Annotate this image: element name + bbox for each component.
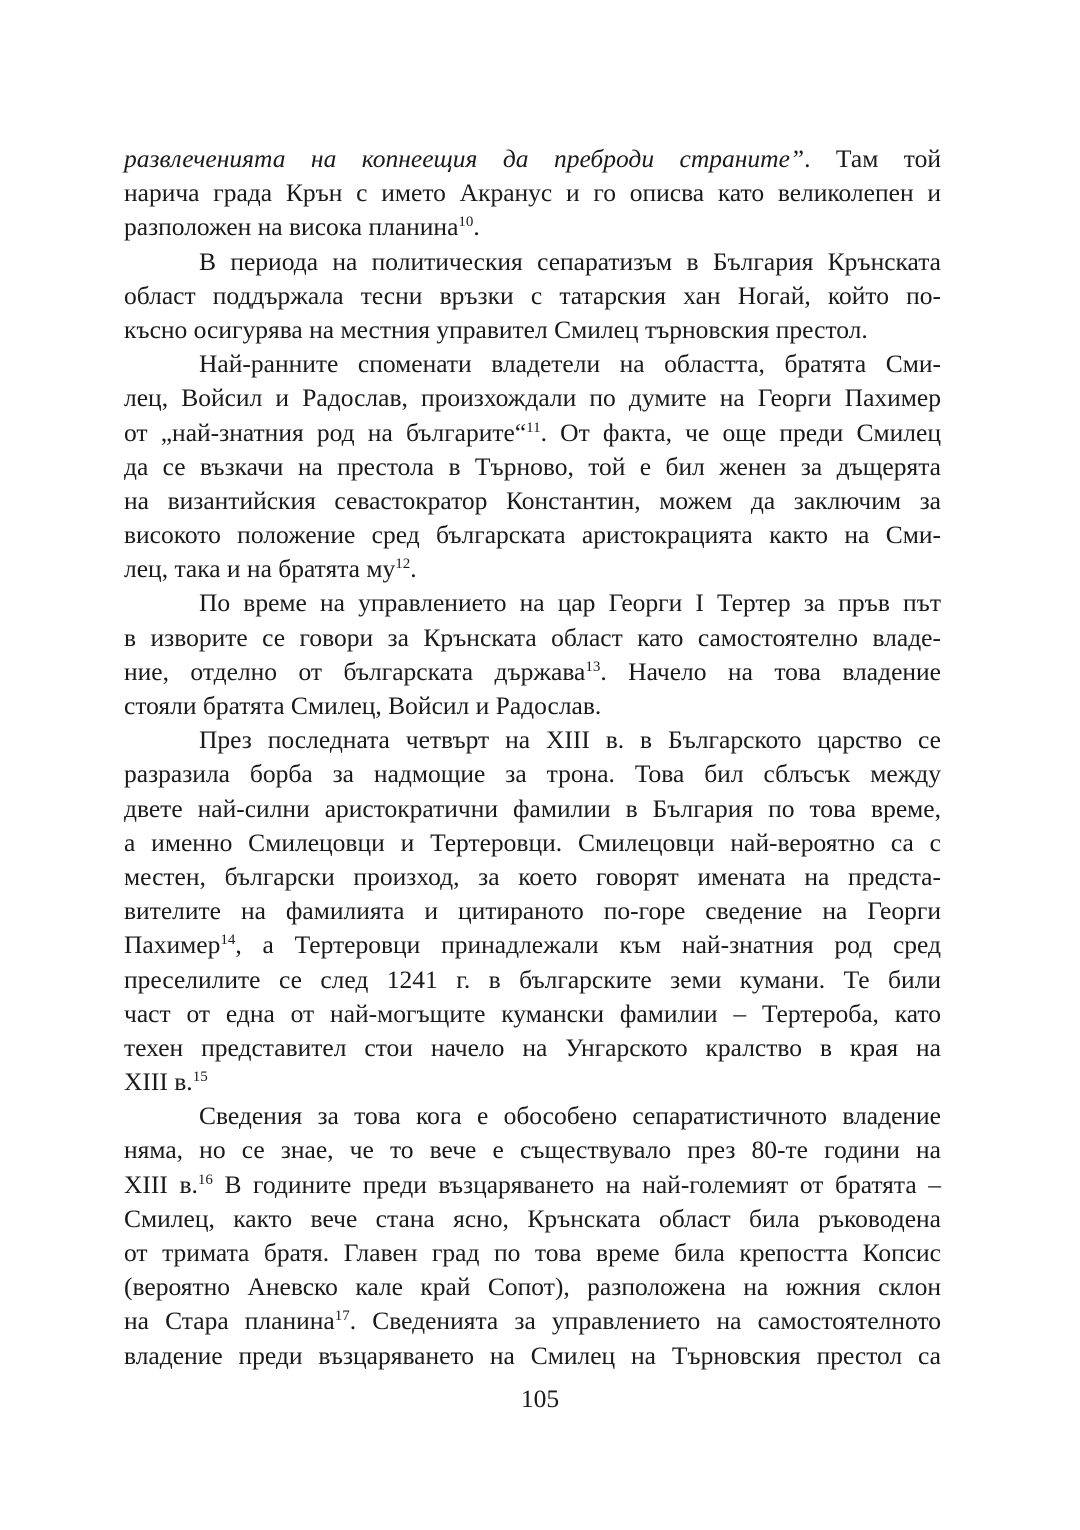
text-segment: . xyxy=(410,554,417,584)
text-line xyxy=(124,1202,941,1236)
text-line xyxy=(124,997,941,1031)
text-segment: Най-ранните споменати владетели на областта, братята Сми- xyxy=(199,349,941,379)
text-line xyxy=(124,826,941,860)
text-segment: нарича града Крън с името Акранус и го описва като великолепен и xyxy=(124,178,941,208)
text-line xyxy=(124,279,941,313)
text-line xyxy=(124,1031,941,1065)
text-line xyxy=(124,655,941,689)
text-segment: В годините преди възцаряването на най-големият от братята – xyxy=(212,1169,941,1199)
text-line xyxy=(124,586,941,620)
text-segment: техен представител стои начело на Унгарското кралство в края на xyxy=(124,1032,941,1062)
footnote-ref: 10 xyxy=(458,214,474,231)
text-line xyxy=(124,484,941,518)
text-segment: . xyxy=(473,212,480,242)
text-segment: да се възкачи на престола в Търново, той е бил женен за дъщерята xyxy=(124,451,941,481)
footnote-ref: 15 xyxy=(192,1069,208,1086)
text-segment: Сведения за това кога е обособено сепаратистичното владение xyxy=(199,1101,941,1131)
text-line xyxy=(124,1065,941,1099)
text-segment: XIII в. xyxy=(124,1169,198,1199)
footnote-ref: 17 xyxy=(334,1308,350,1325)
text-segment: разразила борба за надмощие за трона. Това бил сблъсък между xyxy=(124,759,941,789)
text-line xyxy=(124,347,941,381)
italic-text: развлеченията на копнеещия да преброди страните” xyxy=(124,144,805,173)
paragraph xyxy=(124,586,941,723)
text-segment: лец, така и на братята му xyxy=(124,554,396,584)
text-line xyxy=(124,1236,941,1270)
text-line xyxy=(124,142,941,176)
text-segment: XIII в. xyxy=(124,1067,193,1097)
text-line xyxy=(124,1304,941,1338)
text-segment: вителите на фамилията и цитираното по-горе сведение на Георги xyxy=(124,896,941,926)
text-segment: преселилите се след 1241 г. в българските земи кумани. Те били xyxy=(124,964,941,994)
text-line xyxy=(124,1133,941,1167)
paragraph xyxy=(124,1099,941,1373)
text-segment: . Сведенията за управлението на самостоятелното xyxy=(349,1306,941,1336)
text-line xyxy=(124,894,941,928)
page-number: 105 xyxy=(520,1384,560,1413)
text-line xyxy=(124,210,941,244)
text-segment: стояли братята Смилец, Войсил и Радослав. xyxy=(124,691,602,720)
text-line xyxy=(124,313,941,347)
text-segment: част от една от най-могъщите кумански фамилии – Тертероба, като xyxy=(124,998,941,1028)
text-segment: . Начело на това владение xyxy=(600,656,942,686)
text-segment: (вероятно Аневско кале край Сопот), разположена на южния склон xyxy=(124,1272,941,1302)
text-segment: По време на управлението на цар Георги I Тертер за пръв път xyxy=(199,588,941,618)
paragraph xyxy=(124,723,941,1099)
text-segment: а именно Смилецовци и Тертеровци. Смилецовци най-вероятно са с xyxy=(124,827,941,857)
text-segment: . От факта, че още преди Смилец xyxy=(540,417,941,447)
text-line xyxy=(124,1270,941,1304)
text-line xyxy=(124,245,941,279)
text-segment: на Стара планина xyxy=(124,1306,335,1336)
text-segment: Пахимер xyxy=(124,930,221,960)
text-segment: от тримата братя. Главен град по това време била крепостта Копсис xyxy=(124,1238,941,1267)
paragraph xyxy=(124,245,941,348)
text-line xyxy=(124,1339,941,1373)
text-line xyxy=(124,621,941,655)
text-segment: няма, но се знае, че то вече е съществувало през 80-те години на xyxy=(124,1135,941,1165)
text-line xyxy=(124,860,941,894)
text-segment: лец, Войсил и Радослав, произхождали по думите на Георги Пахимер xyxy=(124,383,941,413)
text-segment: . Там той xyxy=(804,144,941,173)
text-line xyxy=(124,1099,941,1133)
text-line xyxy=(124,928,941,962)
text-line xyxy=(124,416,941,450)
text-line xyxy=(124,757,941,791)
text-segment: от „най-знатния род на българите“ xyxy=(124,417,527,447)
text-segment: област поддържала тесни връзки с татарския хан Ногай, който по- xyxy=(124,280,941,310)
text-line xyxy=(124,723,941,757)
footnote-ref: 12 xyxy=(395,556,411,573)
text-line xyxy=(124,176,941,210)
footnote-ref: 11 xyxy=(526,419,541,436)
paragraph xyxy=(124,347,941,586)
text-line xyxy=(124,792,941,826)
text-line xyxy=(124,689,941,723)
page-body xyxy=(124,142,941,1373)
text-segment: на византийския севастократор Константин, можем да заключим за xyxy=(124,485,941,515)
text-line xyxy=(124,518,941,552)
text-segment: ние, отделно от българската държава xyxy=(124,656,586,686)
text-line xyxy=(124,963,941,997)
text-segment: в изворите се говори за Крънската област като самостоятелно владе- xyxy=(124,622,941,652)
text-segment: късно осигурява на местния управител Смилец търновския престол. xyxy=(124,314,868,344)
text-line xyxy=(124,381,941,415)
text-segment: високото положение сред българската аристокрацията както на Сми- xyxy=(124,520,941,550)
footnote-ref: 16 xyxy=(197,1171,213,1188)
text-segment: През последната четвърт на XIII в. в Българското царство се xyxy=(199,725,941,755)
text-segment: В периода на политическия сепаратизъм в България Крънската xyxy=(199,246,941,276)
text-line xyxy=(124,450,941,484)
text-segment: разположен на висока планина xyxy=(124,212,459,242)
text-line xyxy=(124,552,941,586)
text-segment: Смилец, както вече стана ясно, Крънската област била ръководена xyxy=(124,1203,941,1233)
text-segment: двете най-силни аристократични фамилии в България по това време, xyxy=(124,793,941,823)
footnote-ref: 14 xyxy=(220,932,236,949)
paragraph xyxy=(124,142,941,245)
text-segment: местен, български произход, за което говорят имената на предста- xyxy=(124,861,941,891)
text-line xyxy=(124,1168,941,1202)
text-segment: владение преди възцаряването на Смилец на Търновския престол са xyxy=(124,1340,941,1370)
text-segment: , а Тертеровци принадлежали към най-знатния род сред xyxy=(235,930,941,960)
footnote-ref: 13 xyxy=(585,658,601,675)
